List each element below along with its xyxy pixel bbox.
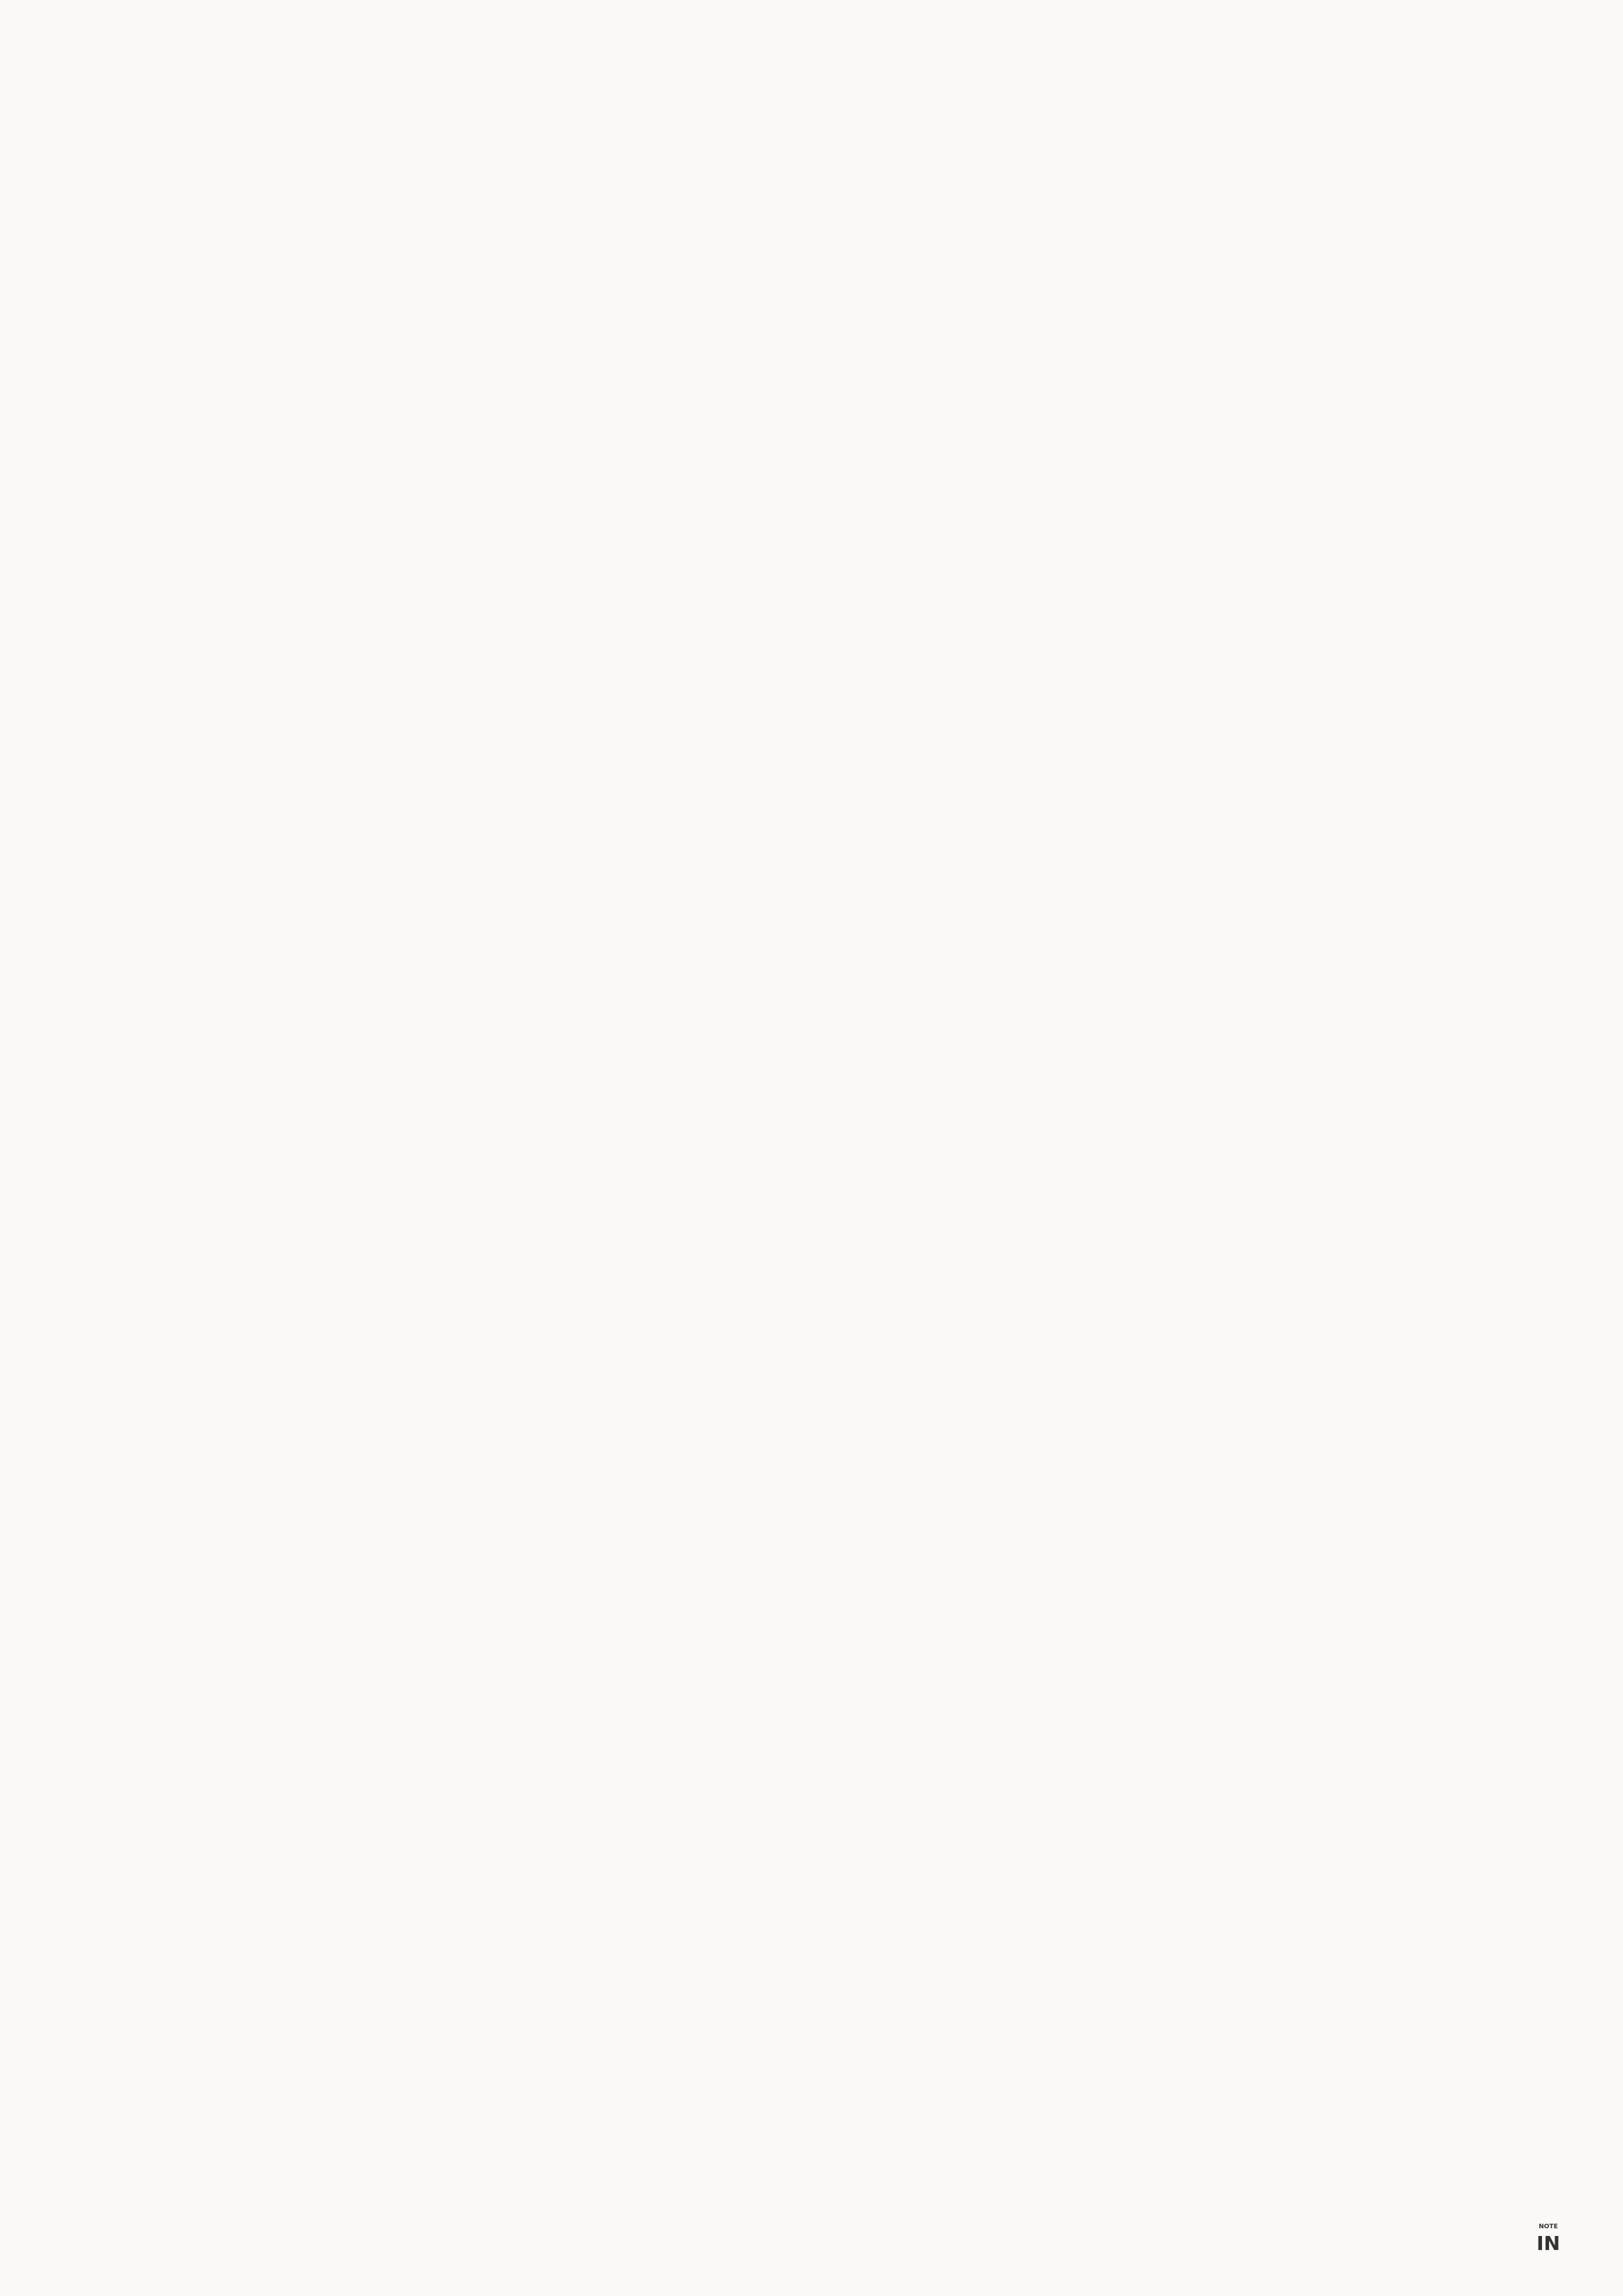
notein-logo-icon <box>1532 2221 1564 2253</box>
svg-text:IN: IN <box>1536 2232 1560 2253</box>
footer-brand <box>1532 2221 1574 2253</box>
ruled-lines <box>28 0 1581 2296</box>
svg-text:NOTE: NOTE <box>1539 2223 1558 2230</box>
